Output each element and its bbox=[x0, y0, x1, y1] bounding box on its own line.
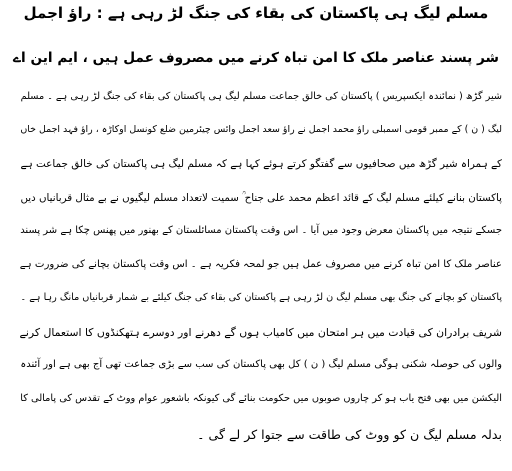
body-line-1: شیر گڑھ ( نمائندہ ایکسپریس ) پاکستان کی خالق جماعت مسلم لیگ ہی پاکستان کی بقاء کی جنگ لڑ رہی ہے ۔ مسلم bbox=[20, 91, 502, 102]
body-line-4: پاکستان بنانے کیلئے مسلم لیگ کے قائد اعظم محمد علی جناح ؒ سمیت لاتعداد مسلم لیگیوں نے بے مثال قربانیاں دیں bbox=[20, 192, 502, 204]
body-line-2: لیگ ( ن ) کے ممبر قومی اسمبلی راؤ محمد اجمل نے راؤ سعد اجمل وائس چیئرمین ضلع کونسل اوکاڑہ ، راؤ فہد اجمل خاں bbox=[20, 124, 502, 135]
body-line-11: بدلہ مسلم لیگ ن کو ووٹ کی طاقت سے جتوا کر لے گی ۔ bbox=[197, 427, 502, 442]
body-line-10: الیکشن میں بھی فتح یاب ہو کر چاروں صوبوں میں حکومت بنائے گی کیونکہ باشعور عوام ووٹ کے تقدس کی پامالی کا bbox=[20, 393, 502, 404]
headline-primary: مسلم لیگ ہی پاکستان کی بقاء کی جنگ لڑ رہی ہے : راؤ اجمل bbox=[23, 4, 489, 22]
body-line-6: عناصر ملک کا امن تباہ کرنے میں مصروف عمل ہیں جو لمحہ فکریہ ہے ۔ اس وقت پاکستان بچانے کی ضرورت ہے bbox=[19, 259, 502, 270]
body-line-9: والوں کی حوصلہ شکنی ہوگی مسلم لیگ ( ن ) کل بھی پاکستان کی سب سے بڑی جماعت تھی آج بھی ہے اور آئندہ bbox=[20, 359, 502, 370]
body-line-8: شریف برادران کی قیادت میں ہر امتحان میں کامیاب ہوں گے دھرنے اور دوسرے ہتھکنڈوں کا استعمال کرنے bbox=[19, 326, 502, 339]
body-line-3: کے ہمراہ شیر گڑھ میں صحافیوں سے گفتگو کرتے ہوئے کہا ہے کہ مسلم لیگ ہی پاکستان کی خالق جماعت ہے bbox=[20, 158, 502, 170]
body-line-5: جسکے نتیجہ میں پاکستان معرض وجود میں آیا ۔ اس وقت پاکستان مسائلستان کے بھنور میں پھنس چکا ہے شر پسند bbox=[20, 225, 502, 236]
body-line-7: پاکستان کو بچانے کی جنگ بھی مسلم لیگ ن لڑ رہی ہے پاکستان کی بقاء کی جنگ کیلئے بے شمار قربانیاں مانگ رہا ہے ۔ bbox=[20, 292, 502, 303]
headline-secondary: شر پسند عناصر ملک کا امن تباہ کرنے میں مصروف عمل ہیں ، ایم این اے bbox=[12, 50, 499, 66]
